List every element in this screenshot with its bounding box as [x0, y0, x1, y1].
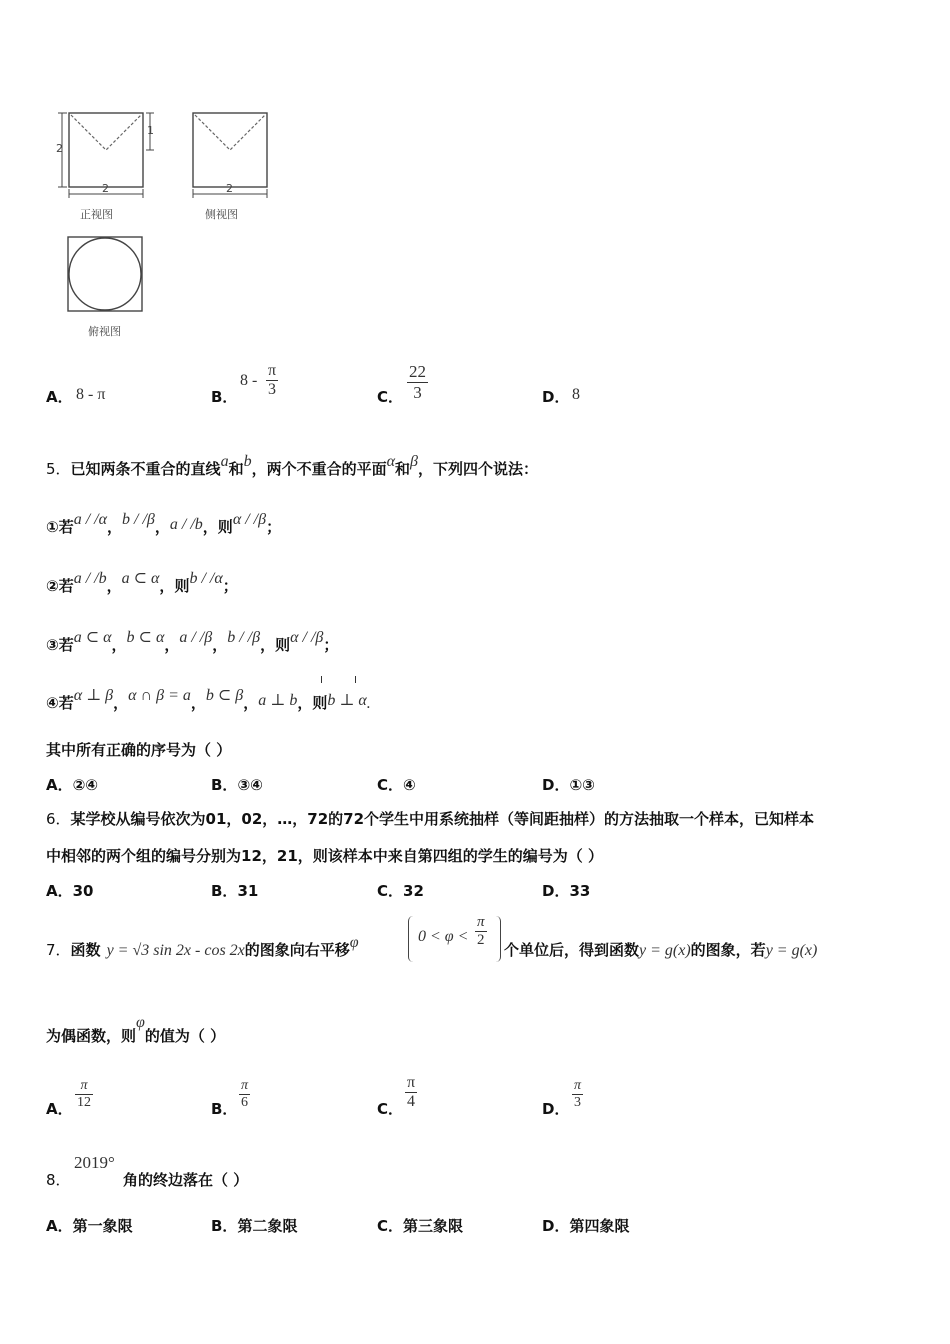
top-view: [68, 237, 142, 311]
q4-option-b-fraction: [266, 362, 278, 399]
q5-s4-cond-3: b ⊂ β: [205, 687, 244, 704]
q5-s2-cond-1: a / /b: [73, 570, 107, 587]
q8-option-a-text: 第一象限: [72, 1217, 133, 1235]
q5-question: 其中所有正确的序号为（ ）: [46, 741, 232, 759]
q7-condition-fraction: [475, 914, 487, 949]
q5-option-d-label: D．: [542, 776, 570, 794]
q5-s3-cond-2: b ⊂ α: [126, 629, 165, 646]
q8-option-d-text: 第四象限: [569, 1217, 630, 1235]
q8-option-d[interactable]: [542, 1215, 629, 1236]
q4-option-b-prefix: 8 -: [240, 372, 258, 389]
q7-function: y = √3 sin 2x - cos 2x: [106, 942, 245, 959]
q5-plane-beta: β: [410, 453, 418, 470]
q5-s2-mark: ②若: [46, 577, 74, 595]
q7-condition-den: 2: [477, 932, 485, 948]
q7-option-a-label: A．: [46, 1100, 73, 1118]
q6-option-a-label: A．: [46, 882, 73, 900]
q5-s1-cond-3: a / /b: [169, 516, 203, 533]
dim-front-width-label: 2: [102, 182, 109, 195]
q7-line-2: [46, 1014, 226, 1046]
q6-option-d-text: 33: [569, 882, 591, 900]
q7-text-2: 的图象向右平移: [244, 941, 350, 959]
q7-g-function-2: y = g(x): [765, 942, 818, 959]
q5-option-b[interactable]: [211, 774, 263, 795]
q5-plane-alpha: α: [386, 453, 395, 470]
q5-s3-result: α / /β: [290, 629, 324, 646]
q6-number: 6．: [46, 810, 71, 828]
q5-s3-comma-1: ，: [111, 636, 127, 654]
q5-s2-then: 则: [174, 577, 190, 595]
q7-option-b-den: 6: [241, 1095, 248, 1110]
q7-text-3: 个单位后，得到函数: [504, 941, 640, 959]
q6-option-a[interactable]: [46, 880, 93, 901]
q7-paren-right: [496, 916, 501, 962]
q4-option-a-label: A．: [46, 388, 73, 406]
q6-option-d[interactable]: [542, 880, 590, 901]
side-view-label: 侧视图: [205, 208, 238, 221]
q4-option-b-num: π: [268, 362, 277, 379]
q7-option-d-label: D．: [542, 1100, 570, 1118]
q8-option-c[interactable]: [377, 1215, 463, 1236]
three-view-figure: [50, 100, 330, 345]
q8-option-b[interactable]: [211, 1215, 297, 1236]
q7-option-c-fraction[interactable]: [405, 1074, 417, 1111]
q5-option-b-label: B．: [211, 776, 238, 794]
q5-option-d[interactable]: [542, 774, 595, 795]
q5-statement-2: [46, 570, 238, 596]
q7-option-a-den: 12: [77, 1095, 91, 1110]
q4-option-c-label: C．: [377, 388, 404, 406]
q7-line-1-right: [504, 939, 817, 960]
q7-option-d-num: π: [574, 1078, 582, 1093]
q7-phi: φ: [349, 934, 359, 951]
q6-option-b[interactable]: [211, 880, 258, 901]
q6-option-a-text: 30: [72, 882, 94, 900]
dim-side-width-label: 2: [226, 182, 233, 195]
q6-option-d-label: D．: [542, 882, 570, 900]
q7-option-a-fraction[interactable]: [75, 1078, 93, 1111]
q6-option-c[interactable]: [377, 880, 424, 901]
q7-option-b-num: π: [241, 1078, 249, 1093]
q5-s3-semicolon: ；: [323, 636, 339, 654]
q5-option-a-text: ②④: [72, 776, 99, 794]
q5-s1-comma-1: ，: [107, 518, 123, 536]
q8-number: 8．: [46, 1171, 71, 1189]
q5-s4-mark: ④若: [46, 694, 74, 712]
q6-line-1-text: 某学校从编号依次为01，02，…，72的72个学生中用系统抽样（等间距抽样）的方法抽取一个样本，已知样本: [70, 810, 815, 828]
q7-text-4: 的图象，若: [690, 941, 766, 959]
q5-s3-comma-4: ，: [260, 636, 276, 654]
q6-option-b-label: B．: [211, 882, 238, 900]
dim-depth-label: 1: [147, 124, 154, 137]
q5-s4-comma-2: ，: [190, 694, 206, 712]
q4-option-a-value: 8 - π: [76, 386, 106, 403]
q6-option-c-label: C．: [377, 882, 404, 900]
q5-and-1: 和: [228, 460, 244, 478]
q5-s4-cond-2: α ∩ β = a: [128, 687, 191, 704]
q5-s4-then: 则: [312, 694, 328, 712]
q5-s4-cond-4: a ⊥ b: [258, 692, 298, 709]
q5-stem-part2: ，两个不重合的平面: [251, 460, 387, 478]
q5-option-c-text: ④: [403, 776, 416, 794]
q5-s2-semicolon: ；: [222, 577, 238, 595]
q5-s3-mark: ③若: [46, 636, 74, 654]
q5-statement-3: [46, 629, 339, 655]
q5-stem-part1: 已知两条不重合的直线: [70, 460, 221, 478]
q7-option-b-label: B．: [211, 1100, 238, 1118]
q5-s1-then: 则: [217, 518, 233, 536]
front-view: [58, 113, 143, 198]
q5-s3-cond-1: a ⊂ α: [73, 629, 112, 646]
q5-line-b: b: [243, 453, 252, 470]
q5-s2-comma-2: ，: [159, 577, 175, 595]
q5-s2-result: b / /α: [189, 570, 223, 587]
q5-line-a: a: [220, 453, 229, 470]
q5-s4-comma-3: ，: [243, 694, 259, 712]
q5-s1-mark: ①若: [46, 518, 74, 536]
q8-option-b-label: B．: [211, 1217, 238, 1235]
q4-option-b-den: 3: [268, 381, 277, 398]
q5-s3-comma-3: ，: [212, 636, 228, 654]
top-view-label: 俯视图: [88, 325, 121, 338]
q5-s1-cond-2: b / /β: [122, 511, 155, 528]
q5-s1-result: α / /β: [232, 511, 267, 528]
q5-s2-cond-2: a ⊂ α: [121, 570, 160, 587]
q7-line-1-left: [46, 934, 359, 960]
q8-option-d-label: D．: [542, 1217, 570, 1235]
q5-s1-cond-1: a / /α: [73, 511, 107, 528]
q7-option-c-label: C．: [377, 1100, 404, 1118]
q8-option-a-label: A．: [46, 1217, 73, 1235]
q7-line-2-text-a: 为偶函数，则: [46, 1027, 137, 1045]
q6-option-b-text: 31: [237, 882, 259, 900]
q8-option-c-text: 第三象限: [403, 1217, 464, 1235]
q8-angle: 2019°: [74, 1153, 115, 1172]
q5-s3-then: 则: [275, 636, 291, 654]
q5-option-a-label: A．: [46, 776, 73, 794]
q7-option-c-num: π: [407, 1074, 416, 1091]
q5-option-b-text: ③④: [237, 776, 263, 794]
q5-statement-1: [46, 511, 282, 537]
q4-option-b-label: B．: [211, 388, 238, 406]
q7-line-2-text-b: 的值为（ ）: [144, 1027, 226, 1045]
q7-option-d-den: 3: [574, 1095, 581, 1110]
q5-option-c[interactable]: [377, 774, 416, 795]
q7-option-a-num: π: [75, 1078, 93, 1095]
q5-s1-semicolon: ；: [266, 518, 282, 536]
q5-s3-cond-4: b / /β: [227, 629, 261, 646]
q8-option-b-text: 第二象限: [237, 1217, 298, 1235]
q5-number: 5．: [46, 460, 71, 478]
q6-line-2: 中相邻的两个组的编号分别为12，21，则该样本中来自第四组的学生的编号为（ ）: [46, 847, 603, 865]
q7-g-function-1: y = g(x): [639, 942, 691, 959]
q5-option-a[interactable]: [46, 774, 98, 795]
q5-statement-4: [46, 687, 371, 713]
q5-s4-comma-1: ，: [113, 694, 129, 712]
side-view: [146, 113, 267, 198]
q4-option-c-den: 3: [413, 383, 422, 402]
vector-mark-a: [321, 676, 322, 683]
q4-option-c-fraction: [407, 362, 428, 403]
q4-option-d-label: D．: [542, 388, 570, 406]
q5-stem: [46, 453, 538, 479]
q4-option-d-value: 8: [572, 386, 580, 403]
q6-option-c-text: 32: [403, 882, 424, 900]
q5-s3-comma-2: ，: [164, 636, 180, 654]
q7-line-2-phi: φ: [136, 1014, 145, 1031]
q7-option-c-den: 4: [407, 1093, 416, 1110]
q7-text-1: 函数: [70, 941, 101, 959]
q4-option-c-num: 22: [409, 362, 426, 381]
q5-and-2: 和: [395, 460, 411, 478]
dim-height-label: 2: [56, 142, 63, 155]
q6-line-1: [46, 808, 814, 829]
q8-option-a[interactable]: [46, 1215, 133, 1236]
q5-option-d-text: ①③: [569, 776, 595, 794]
q7-option-b-fraction[interactable]: [239, 1078, 250, 1111]
q5-s1-comma-3: ，: [202, 518, 218, 536]
q7-condition-num: π: [477, 914, 485, 930]
q5-s4-comma-4: ，: [297, 694, 313, 712]
q5-s2-comma-1: ，: [106, 577, 122, 595]
q5-s4-cond-1: α ⊥ β: [73, 687, 114, 704]
q5-s3-cond-3: a / /β: [179, 629, 213, 646]
q7-condition: 0 < φ <: [418, 928, 469, 945]
front-view-label: 正视图: [80, 208, 113, 221]
q7-option-d-fraction[interactable]: [572, 1078, 583, 1111]
q7-paren-left: [408, 916, 413, 962]
q8-option-c-label: C．: [377, 1217, 404, 1235]
q5-s1-comma-2: ，: [154, 518, 170, 536]
vector-mark-b: [355, 676, 356, 683]
q5-stem-part3: ，下列四个说法：: [417, 460, 538, 478]
q5-s4-result: b ⊥ α: [327, 692, 367, 709]
q8-stem: 角的终边落在（ ）: [123, 1171, 249, 1189]
q5-s4-period: .: [366, 695, 371, 712]
q5-option-c-label: C．: [377, 776, 404, 794]
q7-number: 7．: [46, 941, 71, 959]
